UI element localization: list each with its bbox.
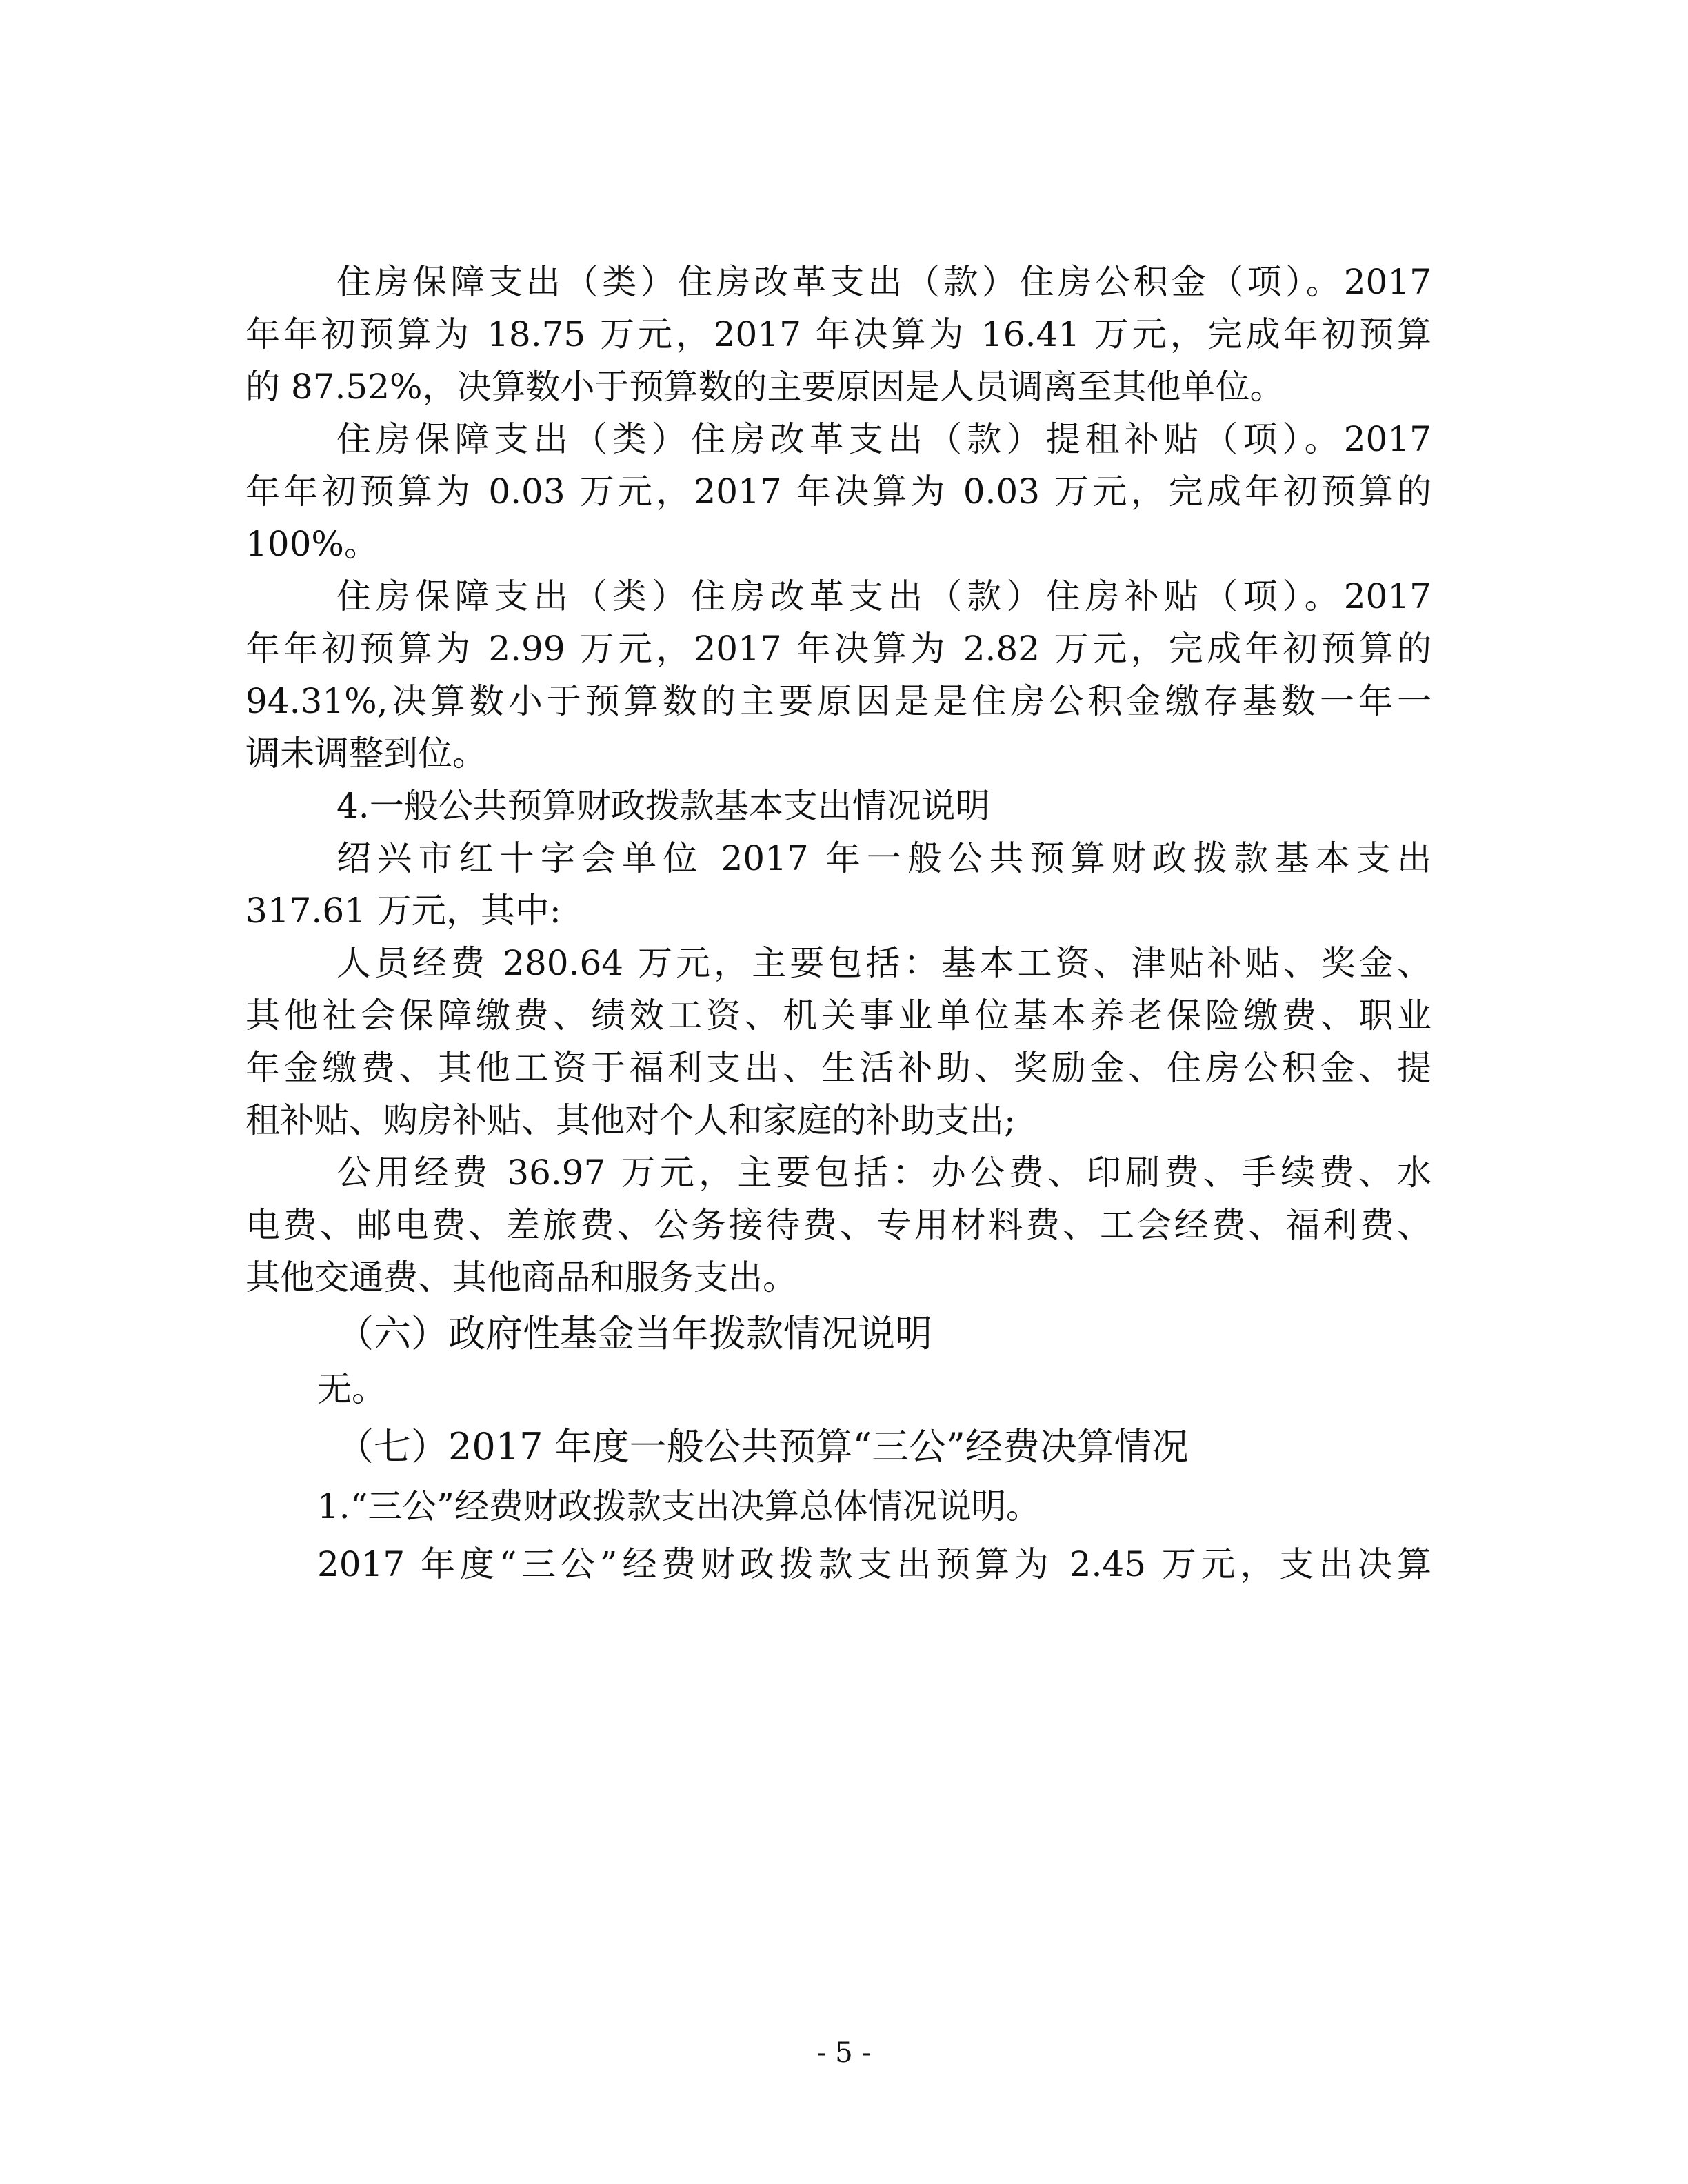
text-line: 住房保障支出（类）住房改革支出（款）提租补贴（项）。2017 <box>336 419 1431 459</box>
sub-heading: 1.“三公”经费财政拨款支出决算总体情况说明。 <box>317 1486 1041 1526</box>
text-line: 租补贴、购房补贴、其他对个人和家庭的补助支出; <box>245 1100 1016 1140</box>
text-line: 调未调整到位。 <box>245 734 487 774</box>
section-heading: （六）政府性基金当年拨款情况说明 <box>336 1312 932 1355</box>
paragraph-housing-fund <box>245 262 1431 407</box>
paragraph-personnel-expenses <box>245 943 1431 1140</box>
text-line: 4.一般公共预算财政拨款基本支出情况说明 <box>336 786 990 826</box>
text-line: 年金缴费、其他工资于福利支出、生活补助、奖励金、住房公积金、提 <box>245 1048 1431 1088</box>
text-line: 2017 年度“三公”经费财政拨款支出预算为 2.45 万元，支出决算 <box>317 1544 1431 1584</box>
paragraph-basic-expenditure <box>245 838 1431 931</box>
section-body: 无。 <box>317 1369 386 1409</box>
page-number: - 5 - <box>817 2037 871 2069</box>
text-line: 住房保障支出（类）住房改革支出（款）住房公积金（项）。2017 <box>336 262 1431 302</box>
text-line: 住房保障支出（类）住房改革支出（款）住房补贴（项）。2017 <box>336 576 1431 616</box>
text-line: 公用经费 36.97 万元，主要包括：办公费、印刷费、手续费、水 <box>336 1153 1431 1193</box>
text-line: 其他交通费、其他商品和服务支出。 <box>245 1257 797 1297</box>
text-line: 94.31%,决算数小于预算数的主要原因是是住房公积金缴存基数一年一 <box>245 681 1431 721</box>
text-line: 人员经费 280.64 万元，主要包括：基本工资、津贴补贴、奖金、 <box>336 943 1431 983</box>
section-heading: （七）2017 年度一般公共预算“三公”经费决算情况 <box>336 1425 1189 1468</box>
text-line: 电费、邮电费、差旅费、公务接待费、专用材料费、工会经费、福利费、 <box>245 1205 1431 1245</box>
paragraph-basic-expenditure-title <box>245 786 1431 826</box>
text-line: 317.61 万元，其中: <box>245 891 561 931</box>
text-line: 的 87.52%，决算数小于预算数的主要原因是人员调离至其他单位。 <box>245 367 1285 407</box>
section-three-public-expenses <box>245 1425 1431 1584</box>
section-government-funds <box>245 1312 1431 1409</box>
paragraph-rent-subsidy <box>245 419 1431 564</box>
document-body <box>245 262 1431 1584</box>
text-line: 年年初预算为 0.03 万元，2017 年决算为 0.03 万元，完成年初预算的 <box>245 472 1431 512</box>
text-line: 绍兴市红十字会单位 2017 年一般公共预算财政拨款基本支出 <box>336 838 1431 878</box>
text-line: 其他社会保障缴费、绩效工资、机关事业单位基本养老保险缴费、职业 <box>245 995 1431 1035</box>
text-line: 100%。 <box>245 524 379 564</box>
text-line: 年年初预算为 2.99 万元，2017 年决算为 2.82 万元，完成年初预算的 <box>245 629 1431 669</box>
paragraph-public-expenses <box>245 1155 1431 1295</box>
paragraph-housing-subsidy <box>245 576 1431 774</box>
text-line: 年年初预算为 18.75 万元，2017 年决算为 16.41 万元，完成年初预算 <box>245 314 1431 354</box>
